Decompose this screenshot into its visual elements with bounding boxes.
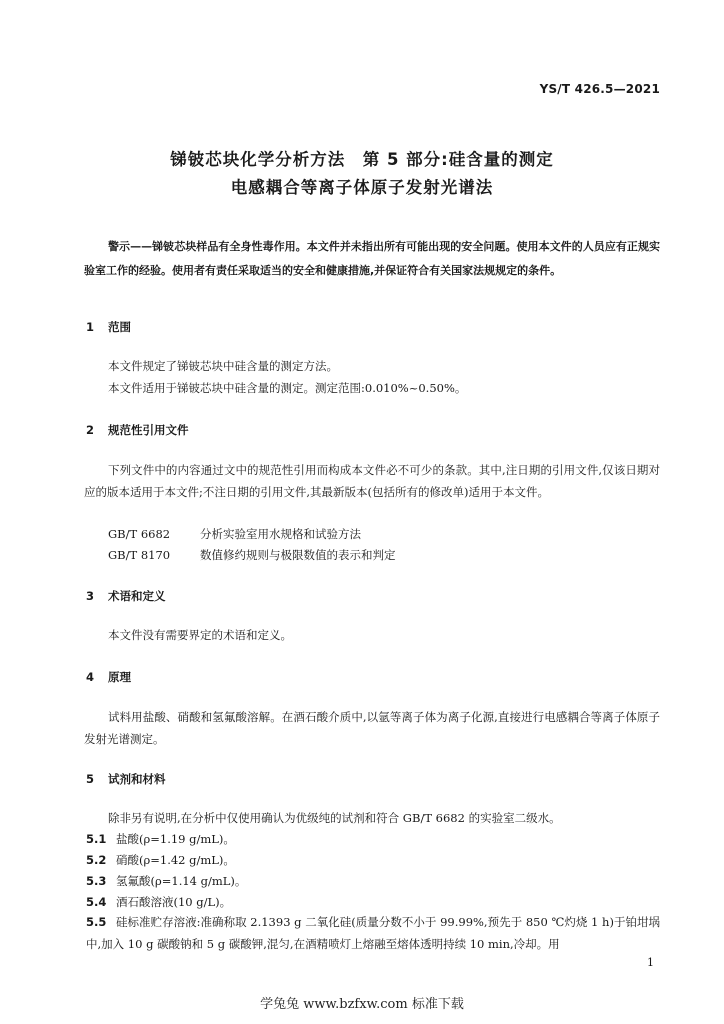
section-5-heading <box>86 771 166 787</box>
safety-warning: 警示——锑铍芯块样品有全身性毒作用。本文件并未指出所有可能出现的安全问题。使用本文件的人员应有正规实验室工作的经验。使用者有责任采取适当的安全和健康措施,并保证符合有关国家法规规定的条件。 <box>84 240 660 277</box>
section-1-heading <box>86 319 131 335</box>
document-code: YS/T 426.5—2021 <box>539 82 660 96</box>
section-number: 4 <box>86 670 95 684</box>
document-title-line1: 锑铍芯块化学分析方法 第 5 部分:硅含量的测定 <box>170 150 554 169</box>
reference-code: GB/T 6682 <box>108 527 171 541</box>
section-title: 原理 <box>108 670 131 684</box>
section-4-paragraph-1: 试料用盐酸、硝酸和氢氟酸溶解。在酒石酸介质中,以氩等离子体为离子化源,直接进行电感耦合等离子体原子发射光谱测定。 <box>84 710 660 746</box>
item-number: 5.4 <box>86 895 107 909</box>
section-title: 试剂和材料 <box>108 772 166 786</box>
item-number: 5.3 <box>86 874 107 888</box>
section-number: 5 <box>86 772 95 786</box>
list-item <box>86 892 231 912</box>
reference-item <box>108 524 361 544</box>
section-4-heading <box>86 669 131 685</box>
reference-title: 分析实验室用水规格和试验方法 <box>200 527 361 541</box>
section-title: 范围 <box>108 320 131 334</box>
item-text: 酒石酸溶液(10 g/L)。 <box>116 895 232 909</box>
section-title: 规范性引用文件 <box>108 423 189 437</box>
section-3-paragraph-1: 本文件没有需要界定的术语和定义。 <box>108 628 292 642</box>
reference-item <box>108 545 396 565</box>
section-number: 2 <box>86 423 95 437</box>
item-text: 硝酸(ρ=1.42 g/mL)。 <box>116 853 235 867</box>
item-number: 5.5 <box>86 915 107 929</box>
section-3-heading <box>86 588 166 604</box>
watermark-text: 学兔兔 www.bzfxw.com 标准下载 <box>260 997 464 1012</box>
section-title: 术语和定义 <box>108 589 166 603</box>
section-2-heading <box>86 422 189 438</box>
section-number: 1 <box>86 320 95 334</box>
item-text: 盐酸(ρ=1.19 g/mL)。 <box>116 832 235 846</box>
list-item <box>86 829 235 849</box>
list-item <box>86 911 660 955</box>
item-number: 5.1 <box>86 832 107 846</box>
list-item <box>86 850 235 870</box>
section-2-paragraph-1: 下列文件中的内容通过文中的规范性引用而构成本文件必不可少的条款。其中,注日期的引用文件,仅该日期对应的版本适用于本文件;不注日期的引用文件,其最新版本(包括所有的修改单)适用于本文件。 <box>84 463 660 499</box>
item-number: 5.2 <box>86 853 107 867</box>
section-5-paragraph-1: 除非另有说明,在分析中仅使用确认为优级纯的试剂和符合 GB/T 6682 的实验室二级水。 <box>108 811 561 825</box>
item-text: 硅标准贮存溶液:准确称取 2.1393 g 二氧化硅(质量分数不小于 99.99%,预先于 850 ℃灼烧 1 h)于铂坩埚中,加入 10 g 碳酸钠和 5 g 碳酸钾,混匀,在酒精喷灯上熔融至熔体透明持续 10 min,冷却。用 <box>86 915 660 951</box>
reference-code: GB/T 8170 <box>108 548 171 562</box>
reference-title: 数值修约规则与极限数值的表示和判定 <box>200 548 396 562</box>
list-item <box>86 871 246 891</box>
page-number: 1 <box>647 956 654 969</box>
section-number: 3 <box>86 589 95 603</box>
section-1-paragraph-1: 本文件规定了锑铍芯块中硅含量的测定方法。 <box>108 359 338 373</box>
item-text: 氢氟酸(ρ=1.14 g/mL)。 <box>116 874 247 888</box>
section-1-paragraph-2: 本文件适用于锑铍芯块中硅含量的测定。测定范围:0.010%~0.50%。 <box>108 381 467 395</box>
document-title-line2: 电感耦合等离子体原子发射光谱法 <box>230 178 494 197</box>
